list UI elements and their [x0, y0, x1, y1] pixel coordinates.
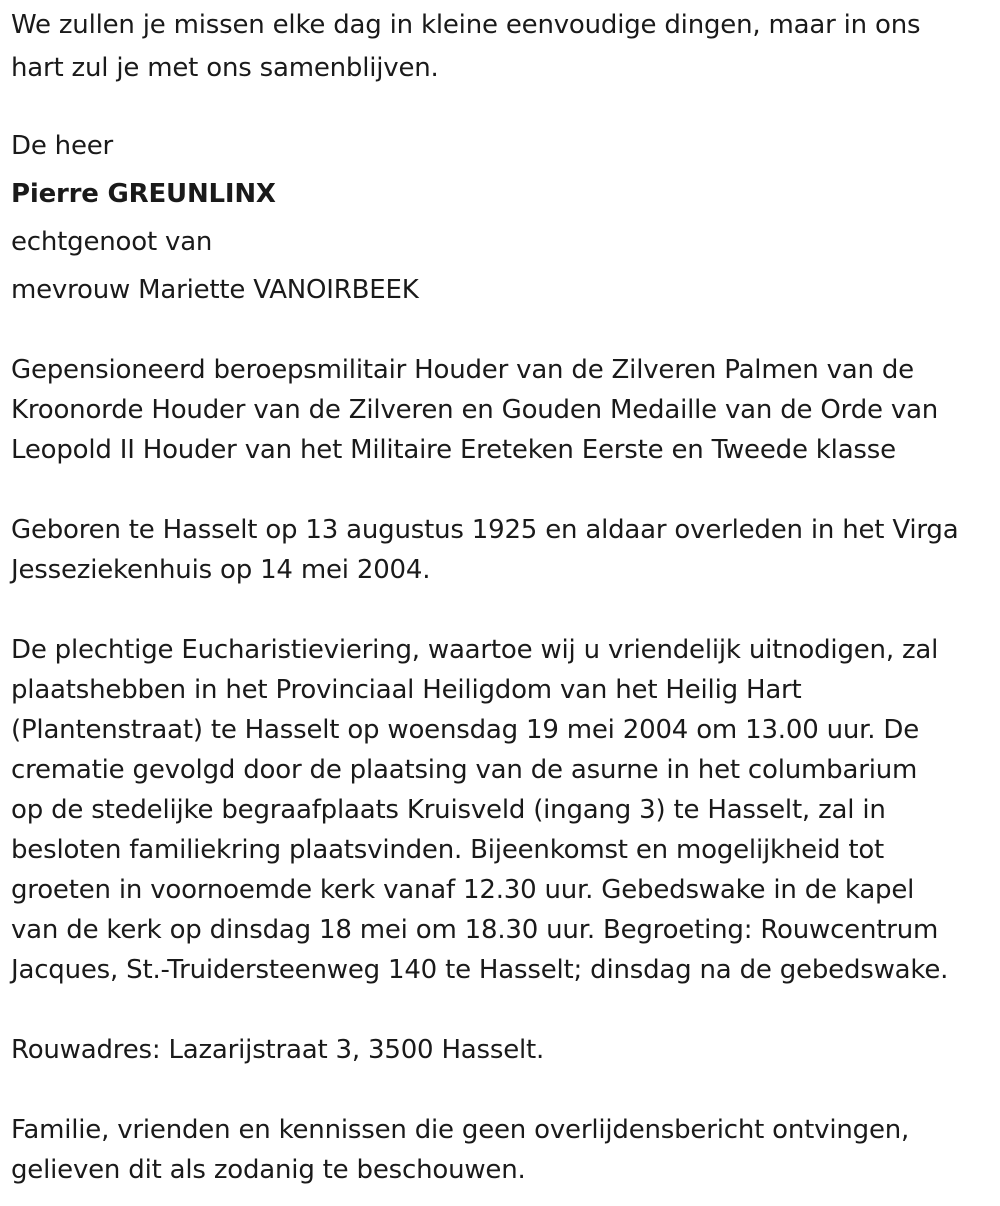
deceased-name: Pierre GREUNLINX — [11, 179, 276, 209]
title-text: De heer — [11, 131, 114, 161]
ceremony-line: van de kerk op dinsdag 18 mei om 18.30 uur. Begroeting: Rouwcentrum — [11, 915, 939, 945]
ceremony-line: De plechtige Eucharistieviering, waartoe wij u vriendelijk uitnodigen, zal — [11, 635, 939, 665]
closing-line: gelieven dit als zodanig te beschouwen. — [11, 1155, 526, 1185]
mourning-address: Rouwadres: Lazarijstraat 3, 3500 Hasselt. — [11, 1035, 545, 1065]
birth-death-line: Geboren te Hasselt op 13 augustus 1925 en aldaar overleden in het Virga — [11, 515, 959, 545]
ceremony-line: Jacques, St.-Truidersteenweg 140 te Hasselt; dinsdag na de gebedswake. — [11, 955, 949, 985]
ceremony-line: op de stedelijke begraafplaats Kruisveld (ingang 3) te Hasselt, zal in — [11, 795, 886, 825]
intro-line: hart zul je met ons samenblijven. — [11, 53, 439, 83]
ceremony-line: (Plantenstraat) te Hasselt op woensdag 19 mei 2004 om 13.00 uur. De — [11, 715, 920, 745]
ceremony-line: crematie gevolgd door de plaatsing van de asurne in het columbarium — [11, 755, 918, 785]
spouse-name: mevrouw Mariette VANOIRBEEK — [11, 275, 419, 305]
career-line: Gepensioneerd beroepsmilitair Houder van de Zilveren Palmen van de — [11, 355, 914, 385]
birth-death-line: Jesseziekenhuis op 14 mei 2004. — [11, 555, 431, 585]
career-line: Leopold II Houder van het Militaire Ereteken Eerste en Tweede klasse — [11, 435, 896, 465]
spouse-relation: echtgenoot van — [11, 227, 213, 257]
closing-line: Familie, vrienden en kennissen die geen overlijdensbericht ontvingen, — [11, 1115, 910, 1145]
ceremony-line: plaatshebben in het Provinciaal Heiligdom van het Heilig Hart — [11, 675, 802, 705]
intro-line: We zullen je missen elke dag in kleine eenvoudige dingen, maar in ons — [11, 10, 921, 40]
ceremony-line: groeten in voornoemde kerk vanaf 12.30 uur. Gebedswake in de kapel — [11, 875, 915, 905]
ceremony-line: besloten familiekring plaatsvinden. Bijeenkomst en mogelijkheid tot — [11, 835, 885, 865]
career-line: Kroonorde Houder van de Zilveren en Gouden Medaille van de Orde van — [11, 395, 939, 425]
